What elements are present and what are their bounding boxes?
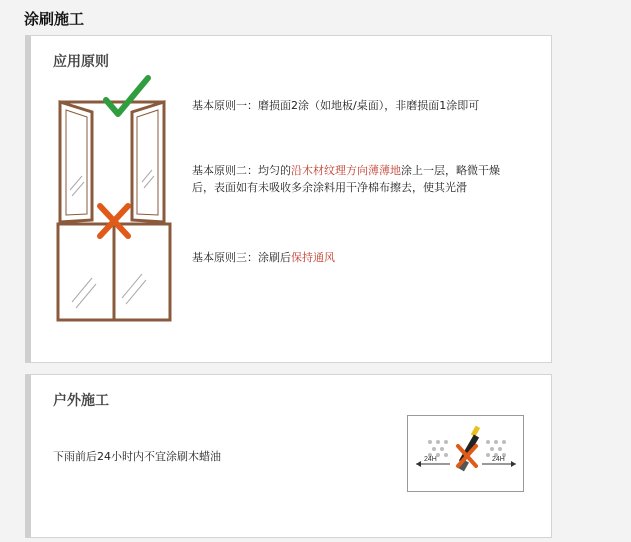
rain-warning-image [407,415,524,492]
outdoor-title: 户外施工 [53,393,109,409]
rule-3-prefix: 基本原则三：涂刷后 [192,251,291,264]
closed-window-figure [52,202,172,324]
rule-2-highlight: 沿木材纹理方向薄薄地 [291,164,401,177]
right-24h-label: 24H [492,456,505,463]
rule-2-prefix: 基本原则二：均匀的 [192,164,291,177]
rule-2-line2: 后，表面如有未吸收多余涂料用干净棉布擦去，使其光滑 [192,181,467,194]
left-24h-label: 24H [424,456,437,463]
rain-warning-graphic [408,416,523,491]
rule-2 [192,162,537,196]
rule-2-suffix: 涂上一层，略微干燥 [401,164,500,177]
principles-panel [25,35,552,363]
outdoor-text: 下雨前后24小时内不宜涂刷木蜡油 [53,450,221,463]
rain-left-icon [428,440,448,457]
rule-3-highlight: 保持通风 [291,251,335,264]
outdoor-panel [25,374,552,538]
page-title: 涂刷施工 [24,10,85,28]
rule-1-text: 基本原则一：磨损面2涂（如地板/桌面），非磨损面1涂即可 [192,99,480,112]
rule-1 [192,97,537,114]
rain-right-icon [486,440,506,457]
rule-3 [192,249,537,266]
principles-title: 应用原则 [53,54,109,70]
